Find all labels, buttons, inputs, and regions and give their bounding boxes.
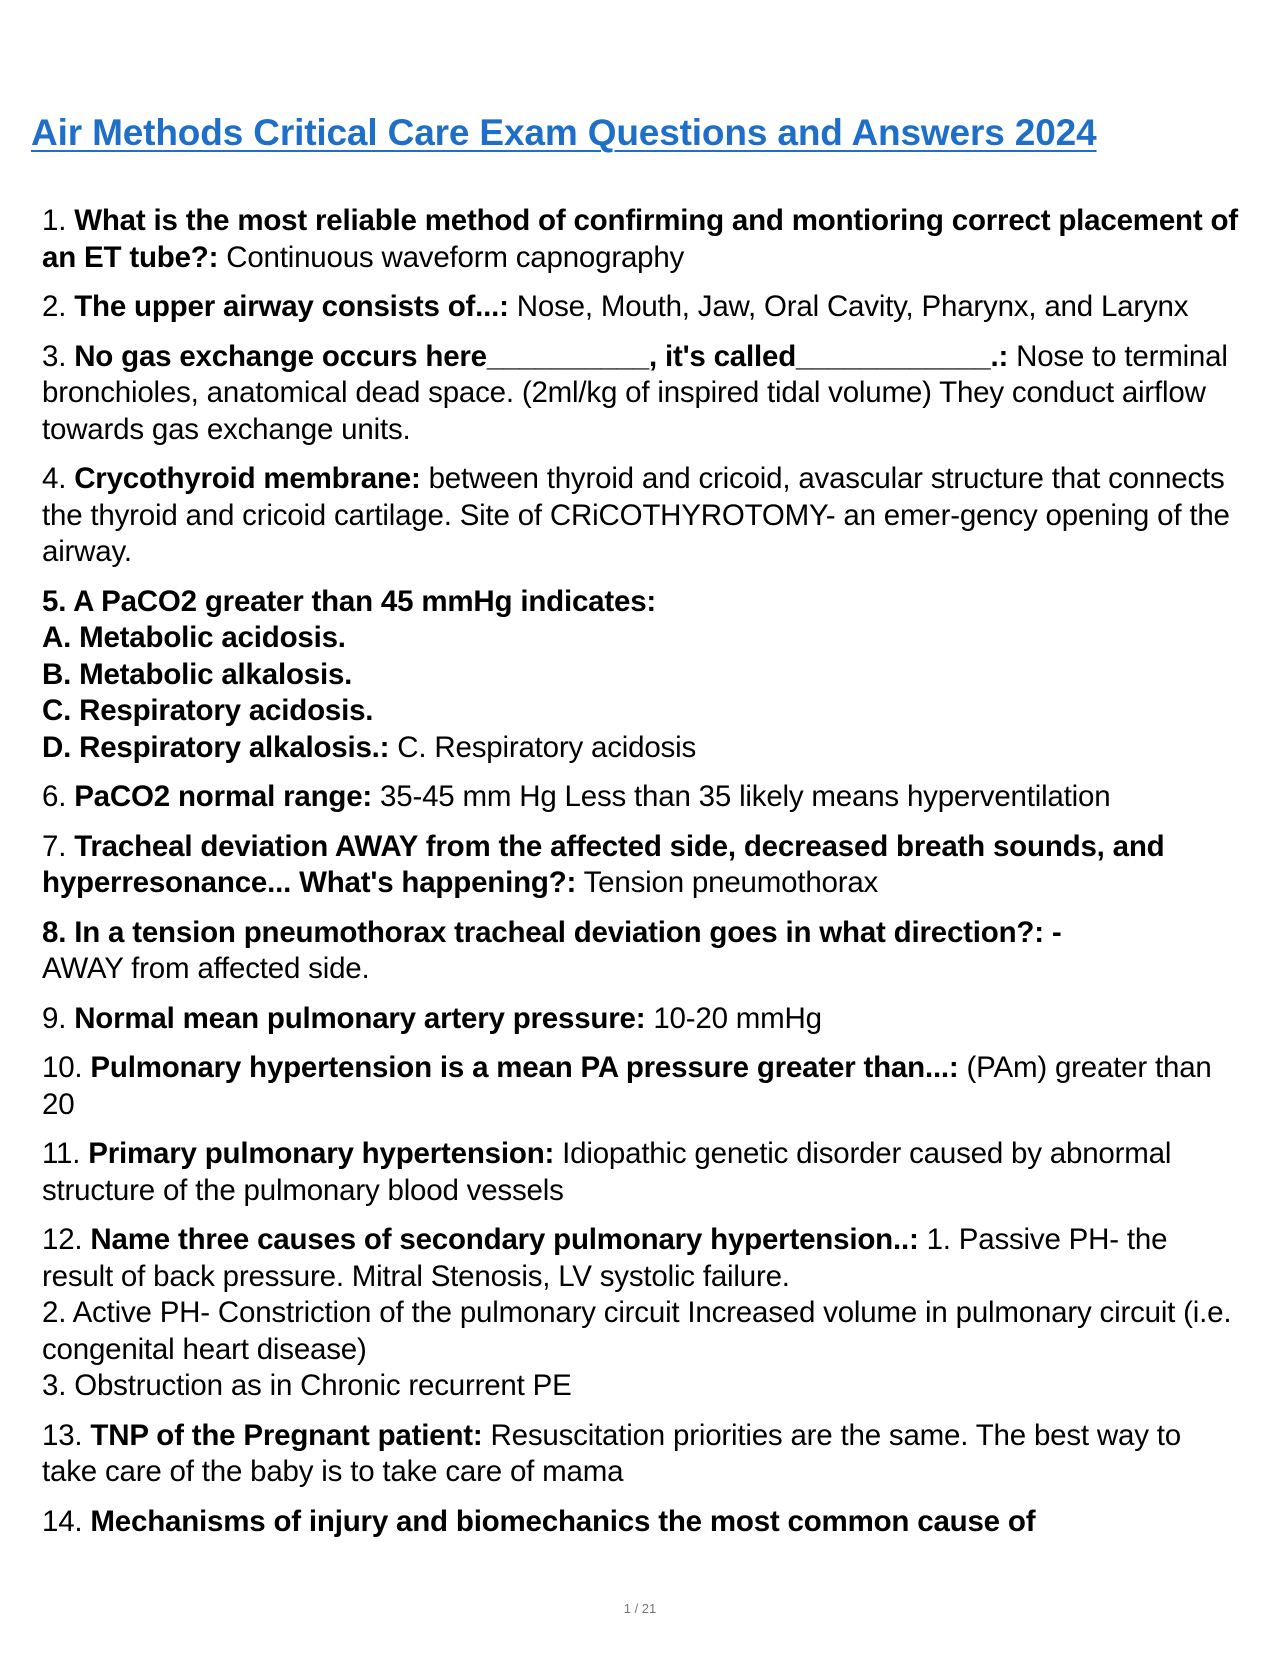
question: Primary pulmonary hypertension: — [88, 1137, 555, 1170]
question: Pulmonary hypertension is a mean PA pressure greater than...: — [90, 1051, 959, 1084]
option-d: D. Respiratory alkalosis.: — [42, 730, 390, 764]
answer: Continuous waveform capnography — [218, 240, 685, 274]
answer: C. Respiratory acidosis — [389, 730, 697, 764]
qa-list — [42, 203, 1240, 1553]
qa-item-3 — [42, 339, 1240, 449]
item-number: 2. — [42, 290, 75, 323]
question: Crycothyroid membrane: — [74, 462, 421, 495]
answer: AWAY from affected side. — [42, 952, 370, 985]
answer: Resuscitation priorities are the same. The best way to take care of the baby is to take care of mama — [42, 1418, 1181, 1488]
question: Tracheal deviation AWAY from the affected side, decreased breath sounds, and hyperresonance... What's happening?: — [42, 829, 1165, 899]
page-number: 1 / 21 — [623, 1601, 657, 1616]
option-b: B. Metabolic alkalosis. — [42, 657, 353, 691]
answer: (PAm) greater than 20 — [42, 1051, 1212, 1121]
answer: 35-45 mm Hg Less than 35 likely means hyperventilation — [372, 780, 1111, 813]
option-d-line — [42, 730, 1240, 767]
answer: Idiopathic genetic disorder caused by abnormal structure of the pulmonary blood vessels — [42, 1137, 1172, 1207]
qa-item-10 — [42, 1050, 1240, 1123]
answer: Nose to terminal bronchioles, anatomical dead space. (2ml/kg of inspired tidal volume) They conduct airflow towards gas exchange units. — [42, 339, 1228, 446]
qa-item-9 — [42, 1001, 1240, 1038]
option-c: C. Respiratory acidosis. — [42, 694, 374, 727]
qa-item-13 — [42, 1418, 1240, 1491]
option-a: A. Metabolic acidosis. — [42, 621, 346, 654]
qa-item-5 — [42, 584, 1240, 767]
question: PaCO2 normal range: — [74, 780, 373, 813]
qa-item-12 — [42, 1222, 1240, 1405]
answer: 10-20 mmHg — [645, 1001, 822, 1035]
item-number: 11. — [42, 1137, 89, 1170]
answer-line-2: 2. Active PH- Constriction of the pulmonary circuit Increased volume in pulmonary circuit (i.e. congenital heart disease) — [42, 1296, 1232, 1366]
qa-item-2 — [42, 289, 1240, 326]
question: Normal mean pulmonary artery pressure: — [74, 1001, 646, 1035]
question: 8. In a tension pneumothorax tracheal deviation goes in what direction?: - — [42, 915, 1062, 949]
item-number: 4. — [42, 462, 75, 495]
item-number: 12. — [42, 1223, 91, 1256]
item-number: 10. — [42, 1051, 91, 1084]
question: What is the most reliable method of confirming and montioring correct placement of an ET tube?: — [42, 204, 1238, 274]
question: Mechanisms of injury and biomechanics the most common cause of — [90, 1504, 1036, 1538]
question: No gas exchange occurs here__________, it's called____________.: — [74, 339, 1009, 373]
item-number: 13. — [42, 1418, 91, 1452]
item-number: 7. — [42, 829, 75, 863]
question-line: 5. A PaCO2 greater than 45 mmHg indicates: — [42, 584, 657, 618]
qa-item-14 — [42, 1504, 1240, 1541]
answer-line-3: 3. Obstruction as in Chronic recurrent PE — [42, 1369, 572, 1402]
question: Name three causes of secondary pulmonary hypertension..: — [90, 1223, 919, 1256]
qa-item-8 — [42, 915, 1240, 988]
answer: between thyroid and cricoid, avascular structure that connects the thyroid and cricoid cartilage. Site of CRiCOTHYROTOMY- an emer-gency opening of the airway. — [42, 462, 1230, 568]
item-number: 9. — [42, 1001, 75, 1035]
qa-item-1 — [42, 203, 1240, 276]
answer: 1. Passive PH- the result of back pressure. Mitral Stenosis, LV systolic failure. — [42, 1223, 1168, 1293]
page-title[interactable]: Air Methods Critical Care Exam Questions and Answers 2024 — [31, 112, 1097, 153]
item-number: 6. — [42, 780, 75, 813]
item-number: 1. — [42, 204, 75, 237]
qa-item-7 — [42, 829, 1240, 902]
item-number: 14. — [42, 1504, 91, 1538]
qa-item-11 — [42, 1136, 1240, 1209]
item-number: 3. — [42, 339, 75, 373]
qa-item-6 — [42, 779, 1240, 816]
qa-item-4 — [42, 461, 1240, 571]
answer: Tension pneumothorax — [576, 866, 879, 899]
question: The upper airway consists of...: — [74, 290, 509, 323]
question: TNP of the Pregnant patient: — [90, 1418, 483, 1452]
answer: Nose, Mouth, Jaw, Oral Cavity, Pharynx, and Larynx — [508, 290, 1189, 323]
